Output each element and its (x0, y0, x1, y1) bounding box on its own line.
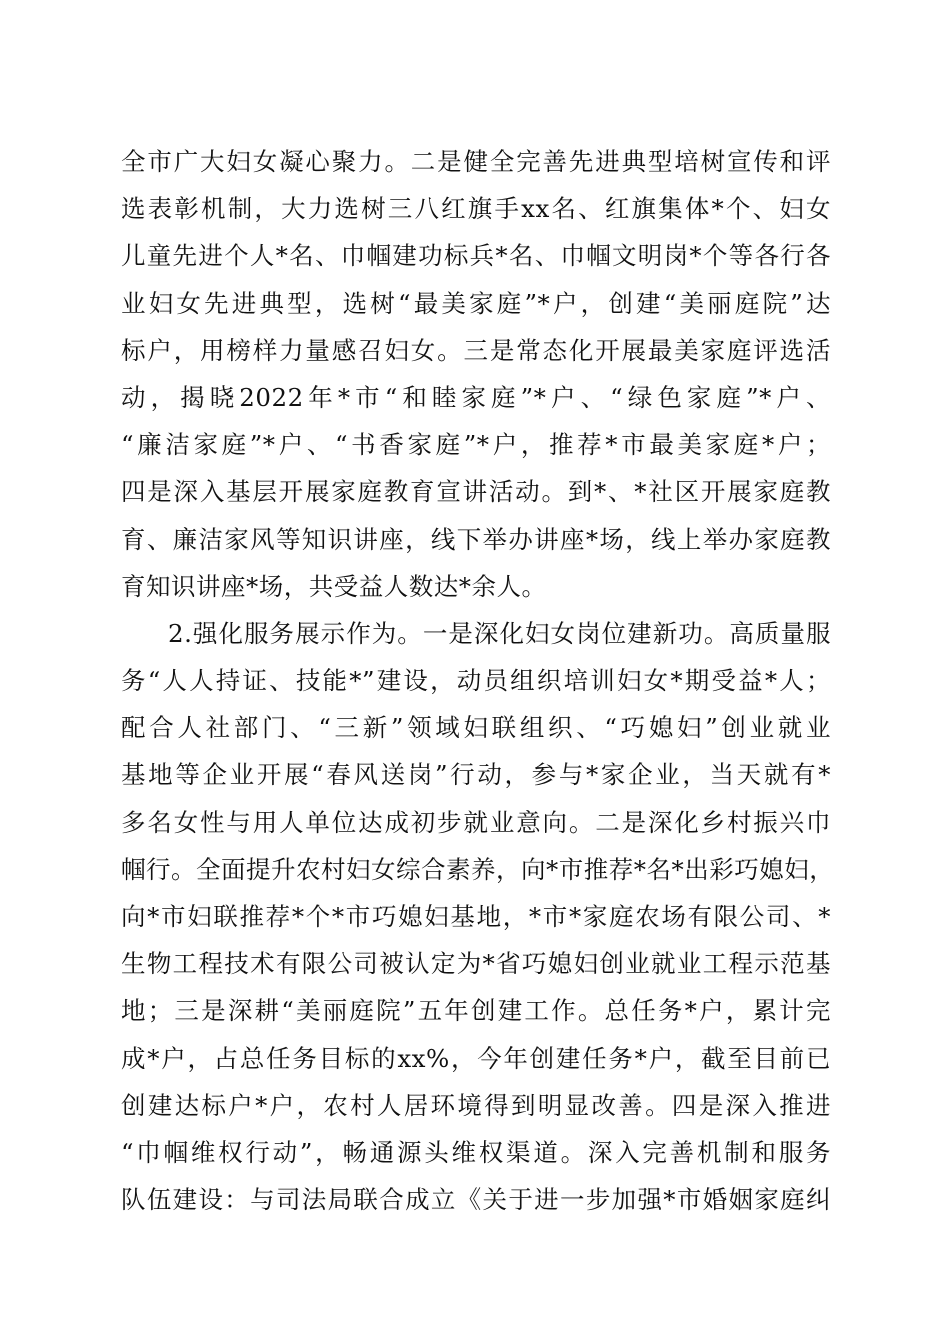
text-line: 多名女性与用人单位达成初步就业意向。二是深化乡村振兴巾 (121, 807, 831, 837)
text-line: 四是深入基层开展家庭教育宣讲活动。到*、*社区开展家庭教 (121, 477, 831, 507)
text-line: 务“人人持证、技能*”建设，动员组织培训妇女*期受益*人； (121, 666, 831, 696)
text-line: 育知识讲座*场，共受益人数达*余人。 (121, 571, 547, 601)
text-line: 2.强化服务展示作为。一是深化妇女岗位建新功。高质量服 (168, 618, 831, 648)
text-line: 业妇女先进典型，选树“最美家庭”*户，创建“美丽庭院”达 (121, 288, 831, 318)
paragraph-2 (121, 610, 835, 1223)
text-line: 标户，用榜样力量感召妇女。三是常态化开展最美家庭评选活 (121, 335, 831, 365)
text-line: 地；三是深耕“美丽庭院”五年创建工作。总任务*户，累计完 (121, 996, 831, 1026)
text-line: 全市广大妇女凝心聚力。二是健全完善先进典型培树宣传和评 (121, 147, 831, 176)
text-line: “巾帼维权行动”，畅通源头维权渠道。深入完善机制和服务 (121, 1137, 831, 1167)
text-line: 基地等企业开展“春风送岗”行动，参与*家企业，当天就有* (121, 760, 831, 790)
text-line: 选表彰机制，大力选树三八红旗手xx名、红旗集体*个、妇女 (121, 194, 831, 224)
body-text (121, 138, 835, 1223)
text-line: 育、廉洁家风等知识讲座，线下举办讲座*场，线上举办家庭教 (121, 524, 831, 554)
text-line: 配合人社部门、“三新”领域妇联组织、“巧媳妇”创业就业 (121, 713, 831, 743)
text-line: 动，揭晓2022年*市“和睦家庭”*户、“绿色家庭”*户、 (121, 382, 831, 412)
text-line: 创建达标户*户，农村人居环境得到明显改善。四是深入推进 (121, 1090, 831, 1120)
text-line: 儿童先进个人*名、巾帼建功标兵*名、巾帼文明岗*个等各行各 (121, 241, 831, 271)
text-line: “廉洁家庭”*户、“书香家庭”*户，推荐*市最美家庭*户； (121, 430, 831, 460)
text-line: 向*市妇联推荐*个*市巧媳妇基地，*市*家庭农场有限公司、* (121, 902, 831, 931)
paragraph-1 (121, 138, 831, 610)
text-line: 帼行。全面提升农村妇女综合素养，向*市推荐*名*出彩巧媳妇， (121, 854, 835, 884)
text-line: 队伍建设：与司法局联合成立《关于进一步加强*市婚姻家庭纠 (121, 1185, 831, 1215)
text-line: 成*户，占总任务目标的xx%，今年创建任务*户，截至目前已 (121, 1043, 831, 1073)
text-line: 生物工程技术有限公司被认定为*省巧媳妇创业就业工程示范基 (121, 949, 831, 979)
